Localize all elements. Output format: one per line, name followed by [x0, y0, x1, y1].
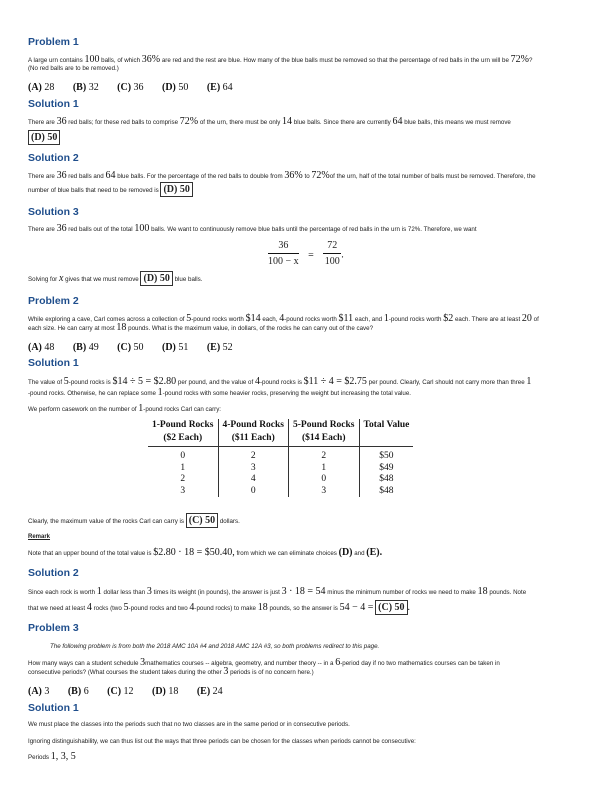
p1-solution2-line1: There are 36 red balls and 64 blue balls. For the percentage of the red balls to double from 36% to 72%of the urn, half of the total number of balls must be removed. Therefore, the [28, 170, 536, 181]
problem2-statement-line1: While exploring a cave, Carl comes across a collection of 5-pound rocks worth $14 each, 4-pound rocks worth $11 each, and 1-pound rocks worth $2 each. There are at least 20 of [28, 313, 539, 324]
problem2-heading: Problem 2 [28, 295, 79, 307]
table-header: ($2 Each) [148, 432, 218, 447]
p1-solution1-heading: Solution 1 [28, 98, 79, 110]
problem2-choices: (A) 48 (B) 49 (C) 50 (D) 51 (E) 52 [28, 342, 233, 353]
problem3-statement-line2: consecutive periods? (What courses the student takes during the other 3 periods is of no concern here.) [28, 666, 314, 677]
problem3-statement-line1: How many ways can a student schedule 3mathematics courses -- algebra, geometry, and number theory -- in a 6-period day if no two mathematics courses can be taken in [28, 657, 500, 668]
table-header: 1-Pound Rocks [148, 419, 218, 432]
p2-solution1-line1: The value of 5-pound rocks is $14 ÷ 5 = $2.80 per pound, and the value of 4-pound rocks is $11 ÷ 4 = $2.75 per pound. Clearly, Carl should not carry more than three 1 [28, 376, 532, 387]
table-header: ($14 Each) [289, 432, 360, 447]
p2-solution1-line2: -pound rocks. Otherwise, he can replace some 1-pound rocks with some heavier rocks, preserving the weight but increasing the total value. [28, 387, 411, 398]
problem1-statement-line1: A large urn contains 100 balls, of which 36% are red and the rest are blue. How many of the blue balls must be removed so that the percentage of red balls in the urn will be 72%? [28, 54, 533, 65]
rocks-casework-table [148, 419, 413, 497]
p2-solution1-conclusion: Clearly, the maximum value of the rocks Carl can carry is (C) 50 dollars. [28, 515, 240, 526]
problem3-choices: (A) 3 (B) 6 (C) 12 (D) 18 (E) 24 [28, 686, 223, 697]
table-header: ($11 Each) [218, 432, 289, 447]
p1-solution1-answer: (D) 50 [28, 127, 60, 145]
p2-solution2-line2: that we need at least 4 rocks (two 5-pound rocks and two 4-pound rocks) to make 18 pounds, so the answer is 54 − 4 = (C) 50 . [28, 602, 411, 613]
problem1-statement-line2: (No red balls are to be removed.) [28, 65, 119, 72]
p1-solution2-line2: number of blue balls that need to be removed is (D) 50 [28, 182, 193, 197]
problem3-redirect-note: The following problem is from both the 2018 AMC 10A #4 and 2018 AMC 12A #3, so both problems redirect to this page. [50, 643, 380, 650]
problem3-heading: Problem 3 [28, 622, 79, 634]
p3-solution1-line1: We must place the classes into the periods such that no two classes are in the same period or in consecutive periods. [28, 721, 350, 728]
p1-solution1-line1: There are 36 red balls; for these red balls to comprise 72% of the urn, there must be only 14 blue balls. Since there are currently 64 blue balls, this means we must remove [28, 116, 511, 127]
p1-solution3-heading: Solution 3 [28, 206, 79, 218]
table-header [359, 432, 413, 447]
p2-solution2-line1: Since each rock is worth 1 dollar less than 3 times its weight (in pounds), the answer is just 3 · 18 = 54 minus the minimum number of rocks we need to make 18 pounds. Note [28, 586, 527, 597]
p2-solution1-line3: We perform casework on the number of 1-pound rocks Carl can carry: [28, 403, 222, 414]
remark-heading: Remark [28, 534, 51, 540]
table-row: 3 0 3 $48 [148, 486, 413, 498]
table-row: 1 3 1 $49 [148, 463, 413, 475]
p1-solution3-line2: Solving for x gives that we must remove (D) 50 blue balls. [28, 273, 203, 284]
problem1-choices: (A) 28 (B) 32 (C) 36 (D) 50 (E) 64 [28, 82, 233, 93]
p2-solution2-heading: Solution 2 [28, 567, 79, 579]
problem2-statement-line2: each size. He can carry at most 18 pounds. What is the maximum value, in dollars, of the rocks he can carry out of the cave? [28, 322, 374, 333]
p1-solution3-line1: There are 36 red balls out of the total 100 balls. We want to continuously remove blue balls until the percentage of red balls in the urn is 72%. Therefore, we want [28, 223, 477, 234]
problem1-heading: Problem 1 [28, 36, 79, 48]
p2-solution1-heading: Solution 1 [28, 357, 79, 369]
remark-text: Note that an upper bound of the total value is $2.80 · 18 = $50.40, from which we can eliminate choices (D) and (E). [28, 547, 383, 558]
p3-solution1-heading: Solution 1 [28, 702, 79, 714]
table-header: 4-Pound Rocks [218, 419, 289, 432]
p3-solution1-line3: Periods 1, 3, 5 [28, 751, 76, 762]
p1-solution3-equation: $\frac{36}{100 - x}$ = $\frac{72}{100}$ . [268, 240, 344, 267]
p1-solution2-heading: Solution 2 [28, 152, 79, 164]
p3-solution1-line2: Ignoring distinguishability, we can thus list out the ways that three periods can be chosen for the classes when periods cannot be consecutive: [28, 738, 416, 745]
table-row: 2 4 0 $48 [148, 474, 413, 486]
table-header: Total Value [363, 420, 410, 430]
table-row: 0 2 2 $50 [148, 447, 413, 463]
table-header: 5-Pound Rocks [289, 419, 360, 432]
